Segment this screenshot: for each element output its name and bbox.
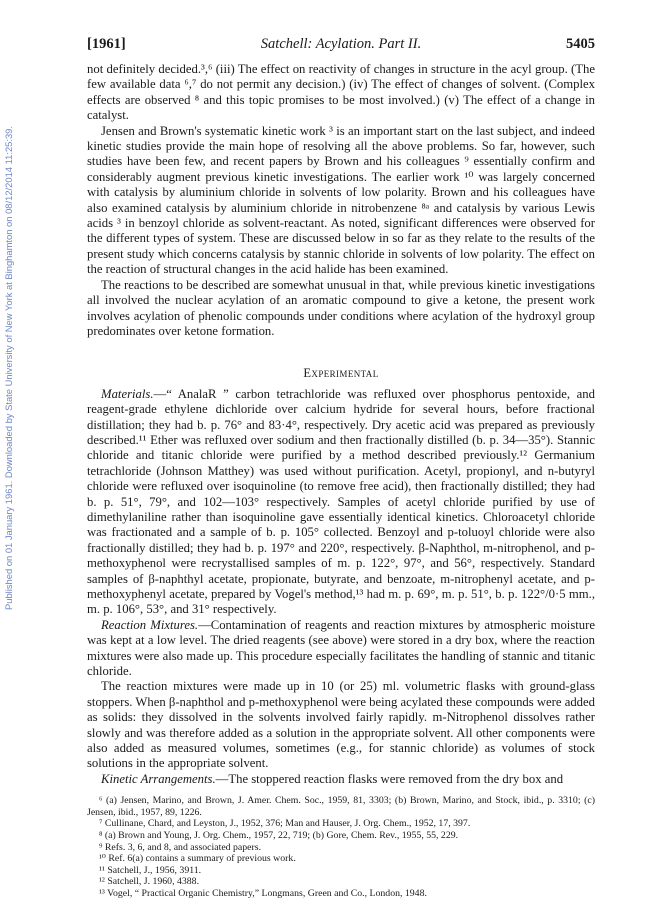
footnote: ¹⁰ Ref. 6(a) contains a summary of previous work. [99, 853, 296, 865]
paragraph-text: —The stoppered reaction flasks were removed from the dry box and [215, 771, 564, 786]
paragraph: not definitely decided.³,⁶ (iii) The effect on reactivity of changes in structure in the acyl group. (The few available data ⁶,⁷ do not permit any decision.) (iv) The effect of changes of solvent. (Complex effects are observed ⁸ and this topic promises to be most involved.) (v) The effect of a change in catalyst. [87, 62, 595, 123]
paragraph-text: The reaction mixtures were made up in 10 (or 25) ml. volumetric flasks with ground-glass stoppers. When β-naphthol and p-methoxyphenol were being acylated these compounds were added as solids: they dissolved in the solvents involved fairly rapidly. m-Nitrophenol dissolves rather slowly and was therefore added as a solution in the appropriate solvent. All other components were also added as measured volumes, sometimes (e.g., for stannic chloride) as volumes of stock solutions in the appropriate solvent. [87, 679, 595, 771]
footnote: ⁹ Refs. 3, 6, and 8, and associated papers. [99, 841, 262, 853]
footnote: ¹³ Vogel, “ Practical Organic Chemistry,” Longmans, Green and Co., London, 1948. [99, 888, 427, 900]
article-body [87, 62, 595, 900]
paragraph: The reactions to be described are somewhat unusual in that, while previous kinetic investigations all involved the nuclear acylation of an aromatic compound to give a ketone, the present work involves acylation of phenolic compounds under conditions where acylation of the hydroxyl group predominates over ketone formation. [87, 277, 595, 338]
footnote: ⁸ (a) Brown and Young, J. Org. Chem., 1957, 22, 719; (b) Gore, Chem. Rev., 1955, 55, 229. [99, 830, 459, 842]
subheading: Reaction Mixtures. [101, 617, 199, 632]
experimental-paragraph [87, 772, 595, 787]
footnote: ¹¹ Satchell, J., 1956, 3911. [99, 864, 202, 876]
journal-year: [1961] [87, 36, 126, 52]
subheading: Kinetic Arrangements. [101, 771, 216, 786]
running-title: Satchell: Acylation. Part II. [260, 36, 422, 52]
paragraph: Jensen and Brown's systematic kinetic work ³ is an important start on the last subject, and indeed kinetic studies provide the main hope of resolving all the above problems. So far, however, such studies have been few, and recent papers by Brown and his colleagues ⁹ essentially confirm and considerably augment previous kinetic investigations. The earlier work ¹⁰ was largely concerned with catalysis by aluminium chloride in solvents of low polarity. Brown and his colleagues have also examined catalysis by aluminium chloride in nitrobenzene ⁸ᵃ and catalysis by various Lewis acids ³ in benzoyl chloride as solvent-reactant. As noted, significant differences were observed for the different types of system. These are discussed below in so far as they relate to the results of the present study which concerns catalysis by stannic chloride in solvents of low polarity. The effect on the reaction of structural changes in the acid halide has been examined. [87, 123, 595, 277]
footnote: ⁷ Cullinane, Chard, and Leyston, J., 1952, 376; Man and Hauser, J. Org. Chem., 1952, 17, 397. [99, 818, 471, 830]
subheading: Materials. [101, 386, 154, 401]
experimental-paragraph [87, 679, 595, 771]
download-watermark: Published on 01 January 1961. Downloaded by State University of New York at Binghamton on 08/12/2014 11:25:39. [3, 125, 14, 610]
experimental-paragraph [87, 618, 595, 680]
page-number: 5405 [566, 36, 595, 52]
footnote: ¹² Satchell, J. 1960, 4388. [99, 876, 200, 888]
paragraph-text: —“ AnalaR ” carbon tetrachloride was refluxed over phosphorus pentoxide, and reagent-grade ethylene dichloride over calcium hydride for several hours, before fractional distillation; they had b. p. 76° and 83·4°, respectively. Dry acetic acid was prepared as previously described.¹¹ Ether was refluxed over sodium and then fractionally distilled (b. p. 34—35°). Stannic chloride and titanic chloride were purified by a method described previously.¹² Germanium tetrachloride (Johnson Matthey) was used without purification. Acetyl, propionyl, and n-butyryl chloride were refluxed over isoquinoline (to remove free acid), then fractionally distilled; they had b. p. 51°, 79°, and 102—103° respectively. Samples of acetyl chloride purified by use of dimethylaniline rather than isoquinoline gave essentially identical kinetics. Chloroacetyl chloride was fractionated and a sample of b. p. 105° collected. Benzoyl and p-toluoyl chloride were also fractionally distilled; they had b. p. 197° and 220°, respectively. β-Naphthol, m-nitrophenol, and p-methoxyphenol were recrystallised samples of m. p. 122°, 97°, and 56°, respectively. Standard samples of β-naphthyl acetate, propionate, butyrate, and benzoate, m-nitrophenyl acetate, and p-methoxyphenyl acetate, prepared by Vogel's method,¹³ had m. p. 69°, m. p. 51°, b. p. 122°/0·5 mm., m. p. 106°, 53°, and 31° respectively. [87, 386, 595, 617]
footnote: ⁶ (a) Jensen, Marino, and Brown, J. Amer. Chem. Soc., 1959, 81, 3303; (b) Brown, Marino, and Stock, ibid., p. 3310; (c) Jensen, ibid., 1957, 89, 1226. [87, 795, 595, 818]
section-heading-experimental: Experimental [303, 366, 379, 381]
page-header [87, 36, 595, 54]
experimental-paragraph [87, 387, 595, 618]
paragraph-text: —Contamination of reagents and reaction mixtures by atmospheric moisture was kept at a low level. The dried reagents (see above) were stored in a dry box, where the reaction mixtures were also made up. This procedure especially facilitates the handling of stannic and titanic chloride. [87, 617, 595, 679]
footnotes [87, 795, 595, 899]
